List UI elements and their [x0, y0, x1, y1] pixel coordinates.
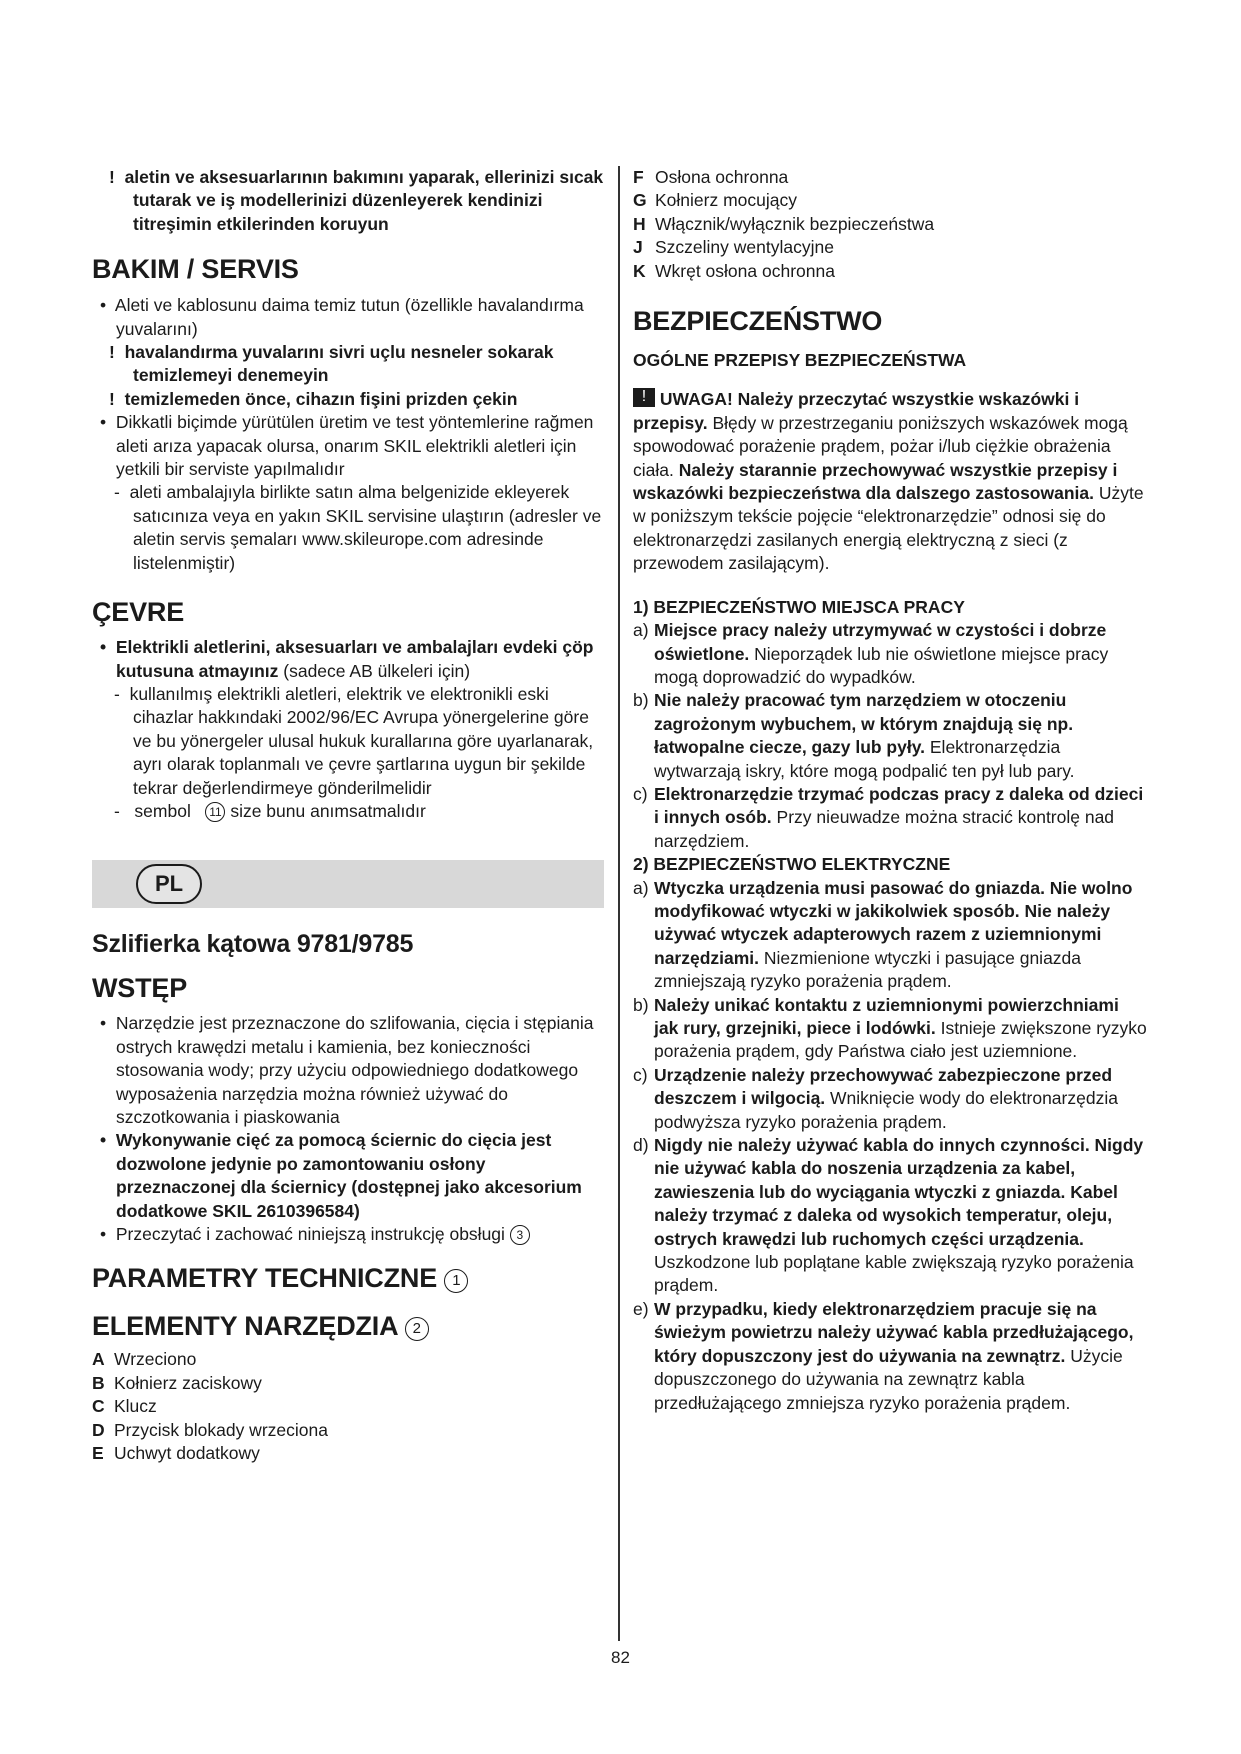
element-item [92, 1442, 604, 1465]
section-title-cevre: ÇEVRE [92, 597, 185, 628]
language-badge: PL [136, 864, 202, 904]
element-key: D [92, 1419, 105, 1440]
safety-item-marker: a) [633, 877, 649, 898]
element-label: Kołnierz zaciskowy [114, 1372, 262, 1393]
callout-11: 11 [205, 802, 225, 822]
product-title: Szlifierka kątowa 9781/9785 [92, 930, 414, 959]
vibration-warning: ! aletin ve aksesuarlarının bakımını yaparak, ellerinizi sıcak tutarak ve iş modellerinizi düzenleyerek kendinizi titreşimin etkilerinden koruyun [109, 167, 604, 234]
element-key: E [92, 1443, 104, 1464]
list-item: • Przeczytać i zachować niniejszą instrukcję obsługi 3 [92, 1223, 604, 1246]
safety-item-marker: c) [633, 783, 648, 804]
section-title-elementy: ELEMENTY NARZĘDZIA 2 [92, 1310, 604, 1342]
list-item: • Narzędzie jest przeznaczone do szlifowania, cięcia i stępiania ostrych krawędzi metalu i kamienia, bez konieczności stosowania wody; przy użyciu odpowiedniego dodatkowego wyposażenia narzędzia można również używać do szczotkowania i piaskowania [100, 1013, 594, 1127]
warning-triangle-icon [633, 388, 655, 407]
column-divider [618, 166, 620, 1641]
element-item [633, 260, 1148, 283]
list-item: - kullanılmış elektrikli aletleri, elektrik ve elektronikli eski cihazlar hakkındaki 2002/96/EC Avrupa yönergelerine göre ve bu yönergeler ulusal hukuk kurallarına göre uyarlanarak, ayrı olarak toplanmalı ve çevre şartlarına uygun bir şekilde tekrar değerlendirmeye gönderilmelidir [114, 683, 594, 798]
safety-item-explanation: Uszkodzone lub poplątane kable zwiększają ryzyko porażenia prądem. [654, 1252, 1134, 1296]
element-item [92, 1395, 604, 1418]
section-title-bakim: BAKIM / SERVIS [92, 254, 299, 285]
element-item [92, 1348, 604, 1371]
element-item [633, 189, 1148, 212]
safety-item [633, 1134, 1148, 1298]
element-label: Wrzeciono [114, 1349, 197, 1370]
element-label: Przycisk blokady wrzeciona [114, 1419, 328, 1440]
subsection-title-ogolne: OGÓLNE PRZEPISY BEZPIECZEŃSTWA [633, 350, 967, 371]
safety-item-rule: Wtyczka urządzenia musi pasować do gniazda. Nie wolno modyfikować wtyczki w jakikolwiek sposób. Nie należy używać wtyczek adapterowych razem z uziemnionymi narzędziami. [654, 877, 1133, 968]
section-title-parametry: PARAMETRY TECHNICZNE 1 [92, 1262, 604, 1294]
section-title-bezpieczenstwo: BEZPIECZEŃSTWO [633, 306, 883, 337]
safety-item-explanation: Przy nieuwadze można stracić kontrolę nad narzędziem. [654, 807, 1115, 851]
element-key: B [92, 1372, 105, 1393]
safety-item [633, 619, 1148, 689]
list-item: • Aleti ve kablosunu daima temiz tutun (özellikle havalandırma yuvalarını) [100, 295, 584, 339]
elements-list-left [92, 1348, 604, 1465]
element-key: C [92, 1396, 105, 1417]
safety-item-marker: b) [633, 690, 649, 711]
element-item [633, 236, 1148, 259]
element-label: Kołnierz mocujący [655, 190, 797, 211]
safety-item [633, 689, 1148, 783]
list-item: • Wykonywanie cięć za pomocą ściernic do cięcia jest dozwolone jedynie po zamontowaniu osłony przeznaczonej dla ściernicy (dostępnej jako akcesorium dodatkowe SKIL 2610396584) [100, 1130, 582, 1221]
safety-item-marker: c) [633, 1064, 648, 1085]
element-item [633, 166, 1148, 189]
element-label: Uchwyt dodatkowy [114, 1443, 260, 1464]
safety-item-rule: W przypadku, kiedy elektronarzędziem pracuje się na świeżym powietrzu należy używać kabla przedłużającego, który dopuszczony jest do używania na zewnątrz. [654, 1298, 1134, 1366]
safety-item-rule: Należy unikać kontaktu z uziemnionymi powierzchniami jak rury, grzejniki, piece i lodówki. [654, 994, 1119, 1038]
safety-item-explanation: Istnieje zwiększone ryzyko porażenia prądem, gdy Państwa ciało jest uziemnione. [654, 1018, 1147, 1062]
language-band [92, 860, 604, 908]
element-label: Wkręt osłona ochronna [655, 260, 835, 281]
element-label: Klucz [114, 1396, 157, 1417]
safety-item-marker: b) [633, 994, 649, 1015]
elements-list-right [633, 166, 1148, 283]
element-label: Szczeliny wentylacyjne [655, 237, 834, 258]
list-item: ! havalandırma yuvalarını sivri uçlu nesneler sokarak temizlemeyi denemeyin [109, 342, 554, 386]
safety-item-marker: e) [633, 1298, 649, 1319]
safety-item [633, 783, 1148, 853]
safety-item-rule: Urządzenie należy przechowywać zabezpieczone przed deszczem i wilgocią. [654, 1064, 1113, 1109]
safety-item-explanation: Nieporządek lub nie oświetlone miejsce pracy mogą doprowadzić do wypadków. [654, 643, 1109, 687]
safety-item-explanation: Wniknięcie wody do elektronarzędzia podwyższa ryzyko porażenia prądem. [654, 1088, 1118, 1132]
safety-list-1 [633, 619, 1148, 853]
element-item [92, 1419, 604, 1442]
callout-2: 2 [405, 1317, 429, 1341]
safety-item-rule: Elektronarzędzie trzymać podczas pracy z daleka od dzieci i innych osób. [654, 783, 1144, 828]
section-title-wstep: WSTĘP [92, 973, 188, 1004]
element-label: Osłona ochronna [655, 167, 789, 187]
warning-paragraph: ! UWAGA! Należy przeczytać wszystkie wskazówki i przepisy. Błędy w przestrzeganiu poniższych wskazówek mogą spowodować porażenie prądem, pożar i/lub ciężkie obrażenia ciała. Należy starannie przechowywać wszystkie przepisy i wskazówki bezpieczeństwa dla dalszego zastosowania. Użyte w poniższym tekście pojęcie “elektronarzędzie” odnosi się do elektronarzędzi zasilanych energią elektryczną z sieci (z przewodem zasilającym). [633, 388, 1148, 575]
element-key: F [633, 167, 644, 187]
callout-1: 1 [444, 1269, 468, 1293]
list-item: - aleti ambalajıyla birlikte satın alma belgenizide ekleyerek satıcınıza veya en yakın SKIL servisine ulaştırın (adresler ve aletin servis şemaları www.skileurope.com adresinde listelenmiştir) [114, 482, 602, 573]
safety-item-explanation: Niezmienione wtyczki i pasujące gniazda zmniejszają ryzyko porażenia prądem. [654, 947, 1082, 992]
callout-3: 3 [510, 1225, 530, 1245]
safety-item-explanation: Elektronarzędzia wytwarzają iskry, które mogą podpalić ten pył lub pary. [654, 737, 1075, 781]
list-item: ! temizlemeden önce, cihazın fişini prizden çekin [109, 388, 518, 409]
safety-list-2 [633, 877, 1148, 1415]
safety-item [633, 1064, 1148, 1134]
safety-item [633, 1298, 1148, 1415]
list-item: • Elektrikli aletlerini, aksesuarları ve ambalajları evdeki çöp kutusuna atmayınız (sadece AB ülkeleri için) [100, 637, 594, 681]
safety-item-rule: Nigdy nie należy używać kabla do innych czynności. Nigdy nie używać kabla do noszenia urządzenia za kabel, zawieszenia lub do wyciągania wtyczki z gniazda. Kabel należy trzymać z daleka od wysokich temperatur, oleju, ostrych krawędzi lub ruchomych części urządzenia. [654, 1135, 1144, 1249]
list-item: • Dikkatli biçimde yürütülen üretim ve test yöntemlerine rağmen aleti arıza yapacak olursa, onarım SKIL elektrikli aletleri için yetkili bir serviste yapılmalıdır [100, 412, 594, 480]
element-key: G [633, 190, 647, 211]
list-item: - sembol 11 size bunu anımsatmalıdır [114, 800, 426, 821]
safety-item-marker: d) [633, 1135, 649, 1156]
left-column [92, 166, 604, 1465]
safety-item-rule: Nie należy pracować tym narzędziem w otoczeniu zagrożonym wybuchem, w którym znajdują się np. łatwopalne ciecze, gazy lub pyły. [654, 690, 1074, 758]
element-label: Włącznik/wyłącznik bezpieczeństwa [655, 213, 935, 234]
element-item [633, 213, 1148, 236]
element-item [92, 1372, 604, 1395]
subsection-title-2: 2) BEZPIECZEŃSTWO ELEKTRYCZNE [633, 854, 951, 875]
safety-item-explanation: Użycie dopuszczonego do używania na zewnątrz kabla przedłużającego zmniejsza ryzyko porażenia prądem. [654, 1345, 1123, 1413]
subsection-title-1: 1) BEZPIECZEŃSTWO MIEJSCA PRACY [633, 596, 965, 617]
page-number: 82 [611, 1648, 630, 1667]
safety-item-marker: a) [633, 620, 649, 641]
element-key: K [633, 260, 646, 281]
safety-item-rule: Miejsce pracy należy utrzymywać w czystości i dobrze oświetlone. [654, 620, 1107, 664]
element-key: J [633, 237, 643, 258]
right-column [633, 166, 1148, 1415]
element-key: A [92, 1349, 105, 1370]
safety-item [633, 877, 1148, 994]
safety-item [633, 994, 1148, 1064]
element-key: H [633, 213, 646, 234]
